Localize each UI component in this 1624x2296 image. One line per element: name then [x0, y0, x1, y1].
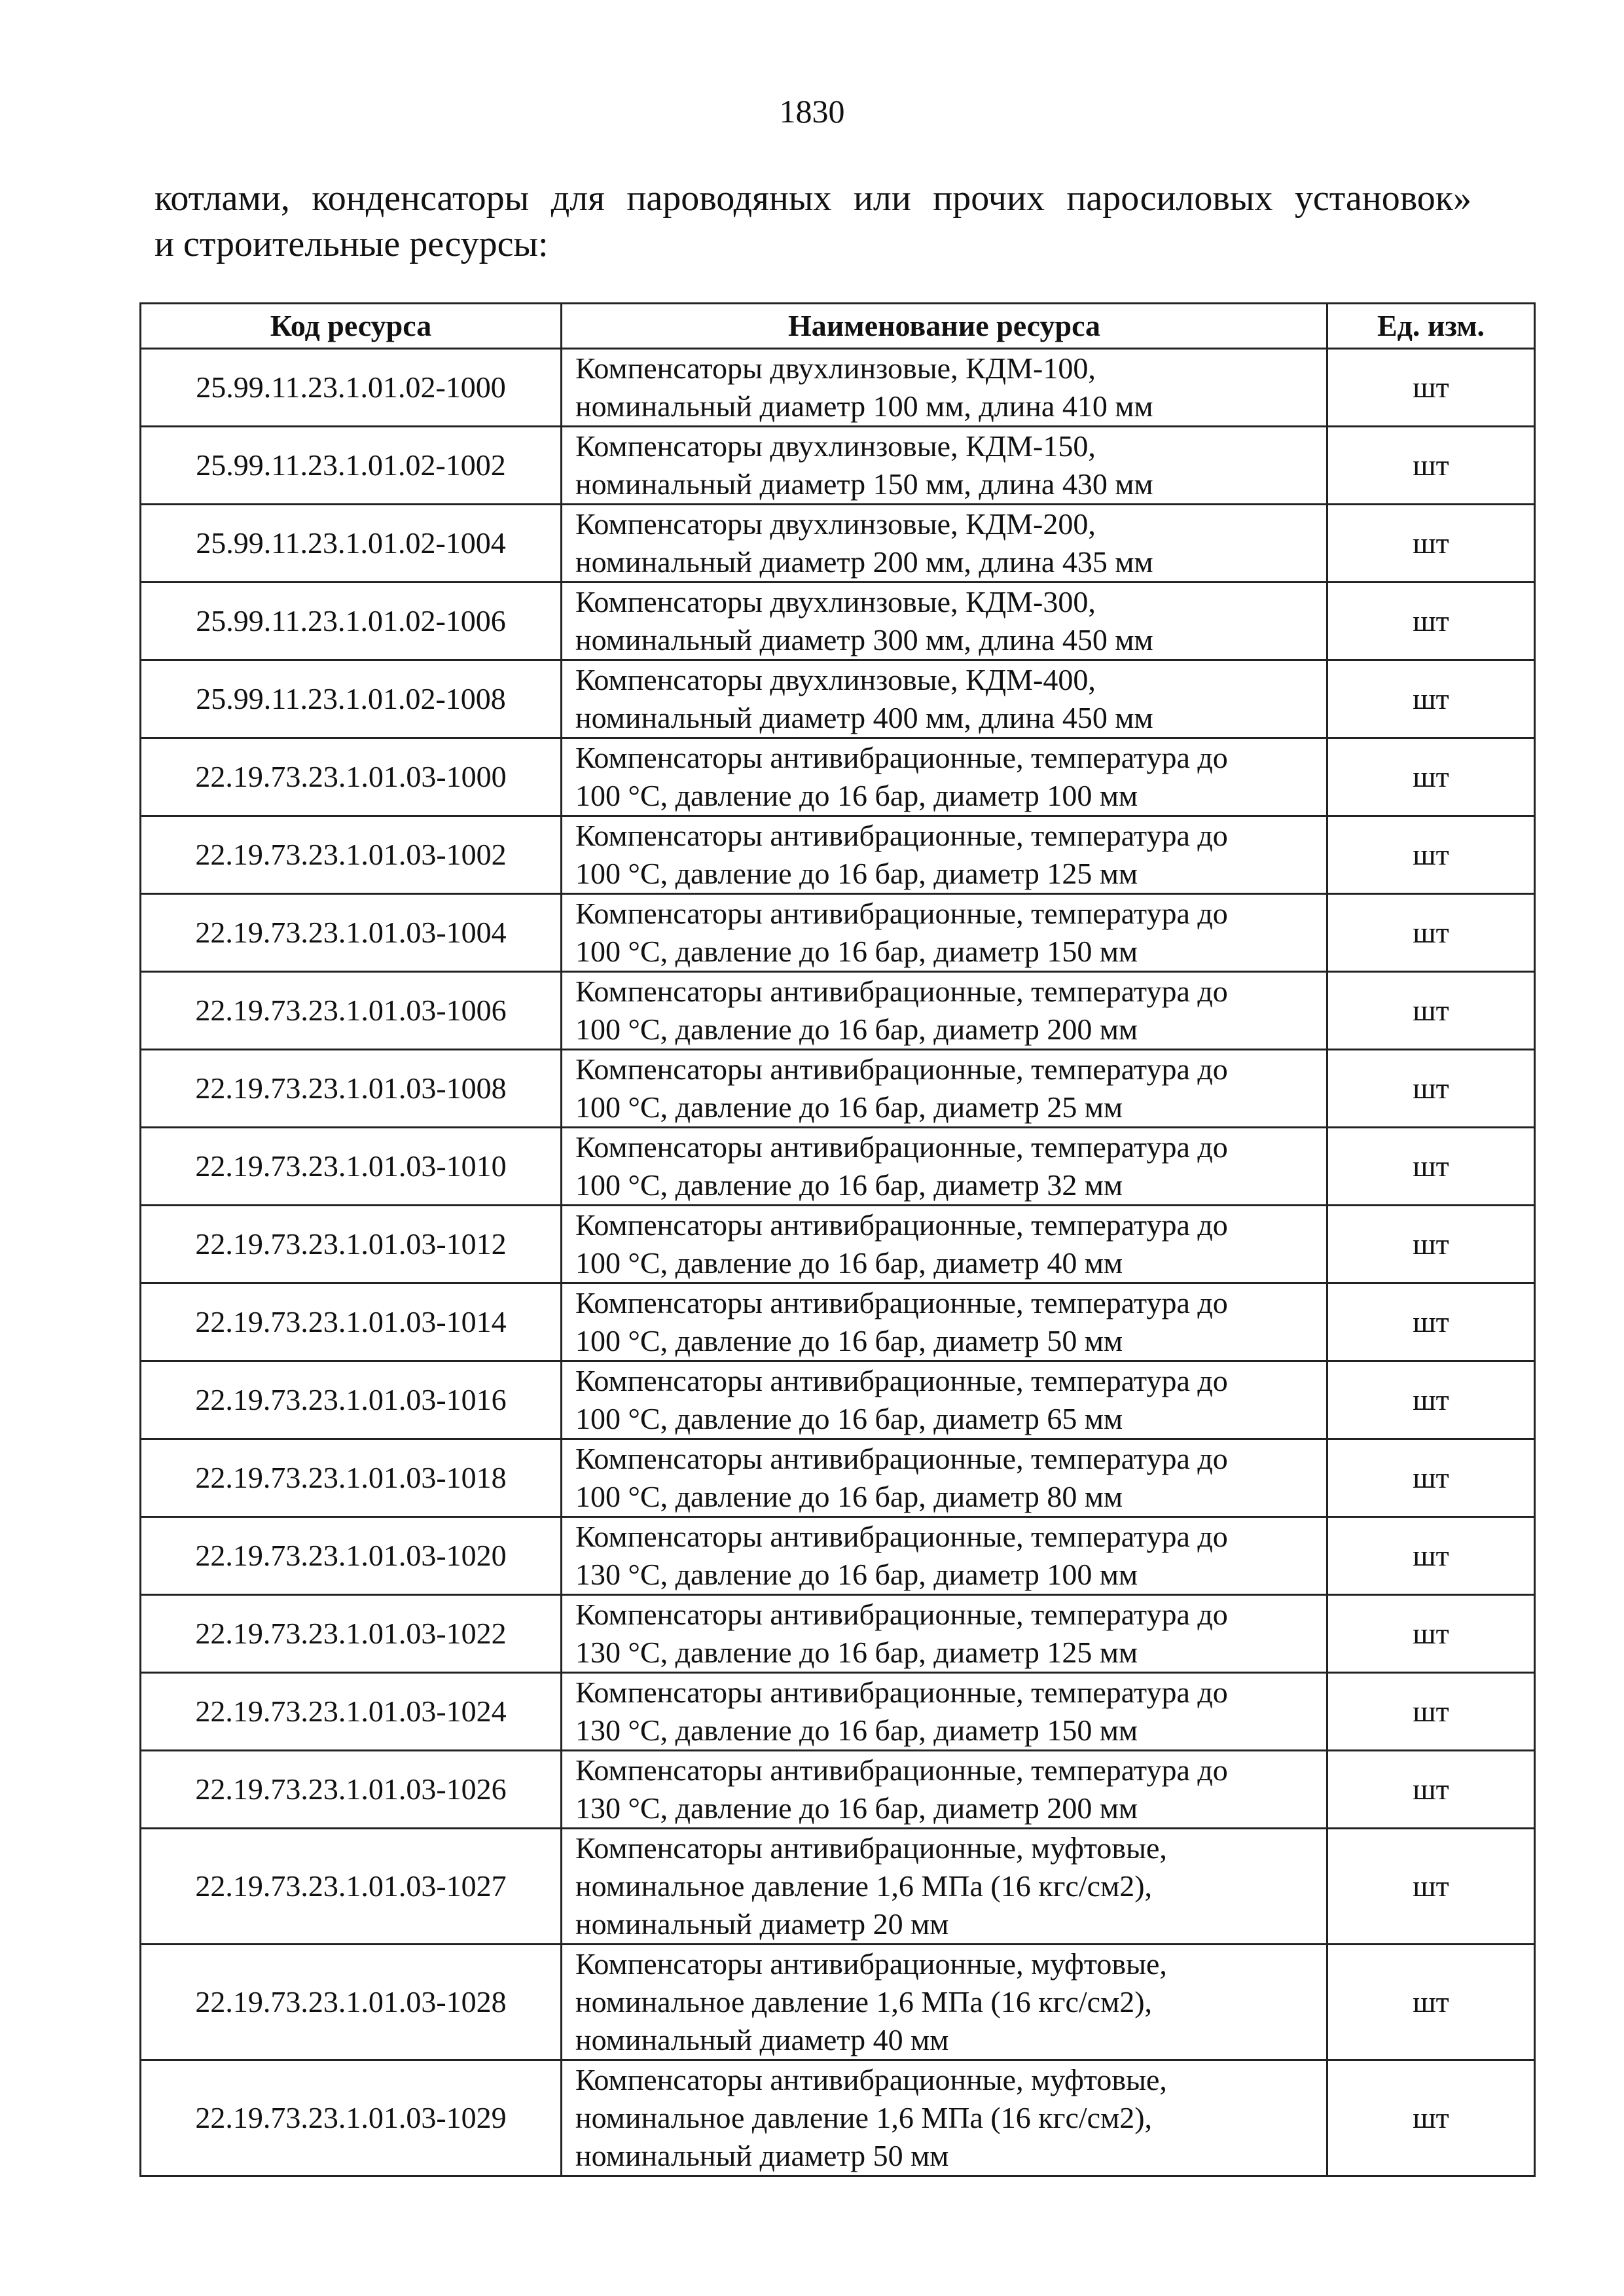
- resource-name-cell: Компенсаторы двухлинзовые, КДМ-100, номинальный диаметр 100 мм, длина 410 мм: [562, 349, 1327, 427]
- table-row: [141, 505, 1535, 583]
- intro-line-2: и строительные ресурсы:: [154, 224, 549, 264]
- resource-code-cell: 25.99.11.23.1.01.02-1002: [141, 427, 562, 505]
- table-header-row: [141, 304, 1535, 349]
- table-row: [141, 1673, 1535, 1751]
- unit-cell: шт: [1327, 427, 1535, 505]
- table-row: [141, 1128, 1535, 1206]
- unit-cell: шт: [1327, 1751, 1535, 1829]
- table-row: [141, 2060, 1535, 2176]
- unit-cell: шт: [1327, 816, 1535, 894]
- resource-name-cell: Компенсаторы двухлинзовые, КДМ-300, номинальный диаметр 300 мм, длина 450 мм: [562, 583, 1327, 660]
- resource-code-cell: 22.19.73.23.1.01.03-1020: [141, 1517, 562, 1595]
- resource-code-cell: 25.99.11.23.1.01.02-1008: [141, 660, 562, 738]
- table-body: [141, 349, 1535, 2176]
- table-row: [141, 1517, 1535, 1595]
- resource-code-cell: 22.19.73.23.1.01.03-1027: [141, 1829, 562, 1945]
- resource-code-cell: 22.19.73.23.1.01.03-1000: [141, 738, 562, 816]
- resource-name-cell: Компенсаторы антивибрационные, температура до 100 °С, давление до 16 бар, диаметр 65 мм: [562, 1361, 1327, 1439]
- table-row: [141, 427, 1535, 505]
- unit-cell: шт: [1327, 2060, 1535, 2176]
- table-row: [141, 1206, 1535, 1283]
- unit-cell: шт: [1327, 1517, 1535, 1595]
- resource-name-cell: Компенсаторы антивибрационные, температура до 100 °С, давление до 16 бар, диаметр 25 мм: [562, 1050, 1327, 1128]
- unit-cell: шт: [1327, 660, 1535, 738]
- resource-name-cell: Компенсаторы двухлинзовые, КДМ-200, номинальный диаметр 200 мм, длина 435 мм: [562, 505, 1327, 583]
- unit-cell: шт: [1327, 1829, 1535, 1945]
- resource-name-cell: Компенсаторы двухлинзовые, КДМ-400, номинальный диаметр 400 мм, длина 450 мм: [562, 660, 1327, 738]
- table-row: [141, 1439, 1535, 1517]
- resource-code-cell: 22.19.73.23.1.01.03-1018: [141, 1439, 562, 1517]
- resource-name-cell: Компенсаторы антивибрационные, температура до 100 °С, давление до 16 бар, диаметр 100 мм: [562, 738, 1327, 816]
- header-unit: Ед. изм.: [1327, 304, 1535, 349]
- resource-code-cell: 22.19.73.23.1.01.03-1014: [141, 1283, 562, 1361]
- resource-name-cell: Компенсаторы антивибрационные, муфтовые, номинальное давление 1,6 МПа (16 кгс/см2), номинальный диаметр 40 мм: [562, 1945, 1327, 2060]
- table-row: [141, 1945, 1535, 2060]
- resource-name-cell: Компенсаторы антивибрационные, температура до 130 °С, давление до 16 бар, диаметр 100 мм: [562, 1517, 1327, 1595]
- resource-code-cell: 22.19.73.23.1.01.03-1002: [141, 816, 562, 894]
- table-row: [141, 1050, 1535, 1128]
- unit-cell: шт: [1327, 1361, 1535, 1439]
- resource-name-cell: Компенсаторы антивибрационные, температура до 100 °С, давление до 16 бар, диаметр 200 мм: [562, 972, 1327, 1050]
- unit-cell: шт: [1327, 738, 1535, 816]
- resource-name-cell: Компенсаторы антивибрационные, температура до 130 °С, давление до 16 бар, диаметр 200 мм: [562, 1751, 1327, 1829]
- resource-code-cell: 22.19.73.23.1.01.03-1008: [141, 1050, 562, 1128]
- resource-name-cell: Компенсаторы антивибрационные, температура до 130 °С, давление до 16 бар, диаметр 150 мм: [562, 1673, 1327, 1751]
- unit-cell: шт: [1327, 1128, 1535, 1206]
- table-row: [141, 738, 1535, 816]
- resource-code-cell: 25.99.11.23.1.01.02-1000: [141, 349, 562, 427]
- resource-code-cell: 22.19.73.23.1.01.03-1012: [141, 1206, 562, 1283]
- resource-code-cell: 22.19.73.23.1.01.03-1026: [141, 1751, 562, 1829]
- unit-cell: шт: [1327, 583, 1535, 660]
- resource-code-cell: 22.19.73.23.1.01.03-1029: [141, 2060, 562, 2176]
- resource-code-cell: 25.99.11.23.1.01.02-1006: [141, 583, 562, 660]
- table-row: [141, 894, 1535, 972]
- unit-cell: шт: [1327, 349, 1535, 427]
- unit-cell: шт: [1327, 1439, 1535, 1517]
- unit-cell: шт: [1327, 1673, 1535, 1751]
- header-name: Наименование ресурса: [562, 304, 1327, 349]
- unit-cell: шт: [1327, 894, 1535, 972]
- unit-cell: шт: [1327, 1595, 1535, 1673]
- intro-paragraph: [154, 175, 1471, 267]
- intro-line-1: котлами, конденсаторы для пароводяных или прочих паросиловых установок»: [154, 178, 1471, 219]
- header-code: Код ресурса: [141, 304, 562, 349]
- resource-code-cell: 25.99.11.23.1.01.02-1004: [141, 505, 562, 583]
- unit-cell: шт: [1327, 1945, 1535, 2060]
- resource-name-cell: Компенсаторы антивибрационные, температура до 100 °С, давление до 16 бар, диаметр 80 мм: [562, 1439, 1327, 1517]
- table-row: [141, 1283, 1535, 1361]
- unit-cell: шт: [1327, 972, 1535, 1050]
- unit-cell: шт: [1327, 1050, 1535, 1128]
- resource-name-cell: Компенсаторы антивибрационные, температура до 100 °С, давление до 16 бар, диаметр 150 мм: [562, 894, 1327, 972]
- resource-name-cell: Компенсаторы антивибрационные, температура до 100 °С, давление до 16 бар, диаметр 125 мм: [562, 816, 1327, 894]
- page-number: 1830: [779, 93, 845, 130]
- resource-code-cell: 22.19.73.23.1.01.03-1028: [141, 1945, 562, 2060]
- unit-cell: шт: [1327, 1206, 1535, 1283]
- resource-name-cell: Компенсаторы антивибрационные, температура до 100 °С, давление до 16 бар, диаметр 40 мм: [562, 1206, 1327, 1283]
- unit-cell: шт: [1327, 505, 1535, 583]
- resource-code-cell: 22.19.73.23.1.01.03-1004: [141, 894, 562, 972]
- table-row: [141, 583, 1535, 660]
- table-row: [141, 349, 1535, 427]
- table-row: [141, 1595, 1535, 1673]
- resource-code-cell: 22.19.73.23.1.01.03-1016: [141, 1361, 562, 1439]
- table-row: [141, 816, 1535, 894]
- resource-name-cell: Компенсаторы антивибрационные, муфтовые, номинальное давление 1,6 МПа (16 кгс/см2), номинальный диаметр 20 мм: [562, 1829, 1327, 1945]
- resource-name-cell: Компенсаторы двухлинзовые, КДМ-150, номинальный диаметр 150 мм, длина 430 мм: [562, 427, 1327, 505]
- resource-code-cell: 22.19.73.23.1.01.03-1024: [141, 1673, 562, 1751]
- resources-table: [139, 302, 1536, 2177]
- resource-code-cell: 22.19.73.23.1.01.03-1006: [141, 972, 562, 1050]
- resource-code-cell: 22.19.73.23.1.01.03-1022: [141, 1595, 562, 1673]
- table-row: [141, 1829, 1535, 1945]
- resource-code-cell: 22.19.73.23.1.01.03-1010: [141, 1128, 562, 1206]
- table-row: [141, 1751, 1535, 1829]
- table-row: [141, 660, 1535, 738]
- table-row: [141, 1361, 1535, 1439]
- unit-cell: шт: [1327, 1283, 1535, 1361]
- resource-name-cell: Компенсаторы антивибрационные, температура до 100 °С, давление до 16 бар, диаметр 50 мм: [562, 1283, 1327, 1361]
- resource-name-cell: Компенсаторы антивибрационные, температура до 130 °С, давление до 16 бар, диаметр 125 мм: [562, 1595, 1327, 1673]
- resource-name-cell: Компенсаторы антивибрационные, муфтовые, номинальное давление 1,6 МПа (16 кгс/см2), номинальный диаметр 50 мм: [562, 2060, 1327, 2176]
- resource-name-cell: Компенсаторы антивибрационные, температура до 100 °С, давление до 16 бар, диаметр 32 мм: [562, 1128, 1327, 1206]
- table-row: [141, 972, 1535, 1050]
